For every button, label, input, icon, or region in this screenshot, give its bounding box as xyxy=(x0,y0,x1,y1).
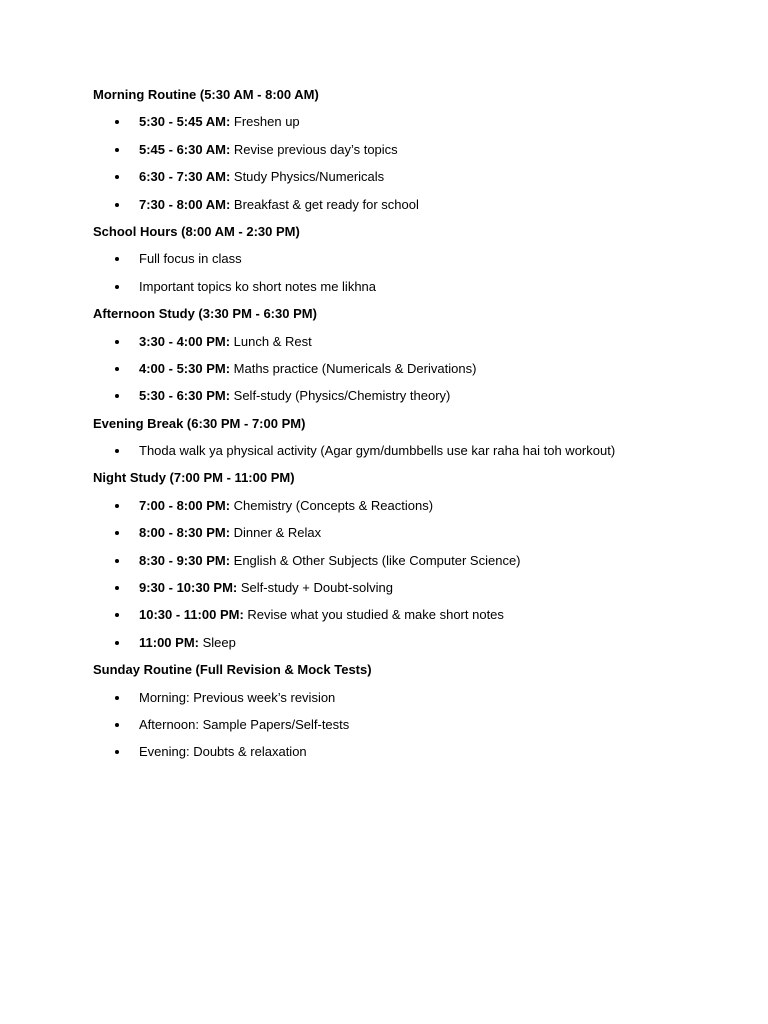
item-text: English & Other Subjects (like Computer Science) xyxy=(230,552,521,568)
bullet-icon xyxy=(115,504,119,508)
item-time: 5:30 - 6:30 PM: xyxy=(139,388,231,404)
section-heading-sunday: Sunday Routine (Full Revision & Mock Tests) xyxy=(93,662,372,678)
bullet-icon xyxy=(115,613,119,617)
bullet-icon xyxy=(115,586,119,590)
list-item xyxy=(93,167,733,194)
list-item xyxy=(93,195,733,222)
item-time: 7:00 - 8:00 PM: xyxy=(139,497,231,513)
document-page xyxy=(93,85,733,770)
list-item xyxy=(93,742,733,769)
bullet-icon xyxy=(115,723,119,727)
section-heading-afternoon: Afternoon Study (3:30 PM - 6:30 PM) xyxy=(93,306,317,322)
item-text: Breakfast & get ready for school xyxy=(230,196,419,212)
item-text: Revise what you studied & make short notes xyxy=(243,607,504,623)
item-time: 6:30 - 7:30 AM: xyxy=(139,169,231,185)
item-text: Sleep xyxy=(198,634,236,650)
section-heading-school: School Hours (8:00 AM - 2:30 PM) xyxy=(93,223,300,239)
list-item xyxy=(93,715,733,742)
item-time: 3:30 - 4:00 PM: xyxy=(139,333,231,349)
item-text: Full focus in class xyxy=(139,251,242,267)
bullet-icon xyxy=(115,367,119,371)
bullet-icon xyxy=(115,641,119,645)
list-item xyxy=(93,633,733,660)
item-time: 7:30 - 8:00 AM: xyxy=(139,196,231,212)
item-time: 11:00 PM: xyxy=(139,634,199,650)
item-time: 8:00 - 8:30 PM: xyxy=(139,525,231,541)
list-item xyxy=(93,605,733,632)
section-heading-night: Night Study (7:00 PM - 11:00 PM) xyxy=(93,470,295,486)
item-time: 9:30 - 10:30 PM: xyxy=(139,580,238,596)
item-text: Chemistry (Concepts & Reactions) xyxy=(230,497,434,513)
bullet-icon xyxy=(115,559,119,563)
list-item xyxy=(93,688,733,715)
item-text: Dinner & Relax xyxy=(230,525,322,541)
item-text: Important topics ko short notes me likhna xyxy=(139,278,377,294)
item-text: Self-study + Doubt-solving xyxy=(237,580,393,596)
item-time: 5:45 - 6:30 AM: xyxy=(139,141,231,157)
item-text: Thoda walk ya physical activity (Agar gym/dumbbells use kar raha hai toh workout) xyxy=(139,443,616,459)
item-text: Freshen up xyxy=(230,114,300,130)
list-item xyxy=(93,112,733,139)
item-text: Revise previous day’s topics xyxy=(230,141,398,157)
bullet-icon xyxy=(115,340,119,344)
item-time: 10:30 - 11:00 PM: xyxy=(139,607,244,623)
item-text: Maths practice (Numericals & Derivations) xyxy=(230,360,477,376)
bullet-icon xyxy=(115,285,119,289)
list-item xyxy=(93,496,733,523)
list-item xyxy=(93,441,733,468)
section-heading-evening: Evening Break (6:30 PM - 7:00 PM) xyxy=(93,415,306,431)
item-text: Morning: Previous week’s revision xyxy=(139,689,336,705)
list-item xyxy=(93,551,733,578)
bullet-icon xyxy=(115,449,119,453)
bullet-icon xyxy=(115,148,119,152)
item-text: Lunch & Rest xyxy=(230,333,312,349)
item-text: Afternoon: Sample Papers/Self-tests xyxy=(139,716,350,732)
bullet-icon xyxy=(115,120,119,124)
bullet-icon xyxy=(115,696,119,700)
list-item xyxy=(93,332,733,359)
list-item xyxy=(93,359,733,386)
list-item xyxy=(93,277,733,304)
item-text: Evening: Doubts & relaxation xyxy=(139,744,307,760)
bullet-icon xyxy=(115,175,119,179)
bullet-icon xyxy=(115,531,119,535)
list-item xyxy=(93,249,733,276)
bullet-icon xyxy=(115,203,119,207)
section-heading-morning: Morning Routine (5:30 AM - 8:00 AM) xyxy=(93,87,319,102)
list-item xyxy=(93,140,733,167)
item-text: Study Physics/Numericals xyxy=(230,169,385,185)
bullet-icon xyxy=(115,394,119,398)
bullet-icon xyxy=(115,257,119,261)
list-item xyxy=(93,578,733,605)
bullet-icon xyxy=(115,750,119,754)
item-text: Self-study (Physics/Chemistry theory) xyxy=(230,388,451,404)
item-time: 5:30 - 5:45 AM: xyxy=(139,114,231,130)
item-time: 4:00 - 5:30 PM: xyxy=(139,360,231,376)
list-item xyxy=(93,386,733,413)
item-time: 8:30 - 9:30 PM: xyxy=(139,552,231,568)
list-item xyxy=(93,523,733,550)
